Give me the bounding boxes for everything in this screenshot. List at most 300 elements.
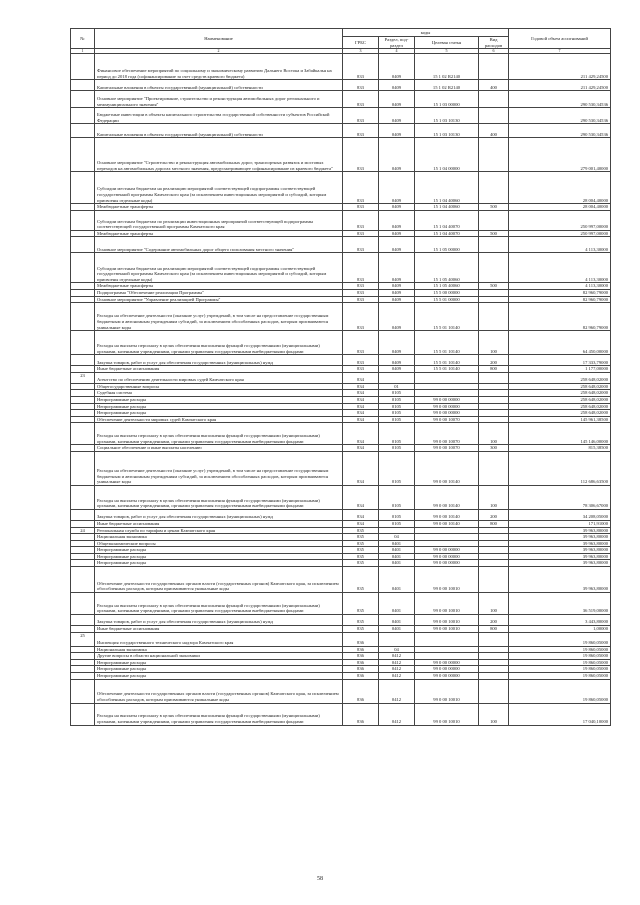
row-name: Непрограммные расходы [95,547,343,554]
row-total: 258 648,02000 [509,383,611,390]
row-total: 28 004,40000 [509,204,611,211]
row-number: 25 [71,632,95,646]
row-number [71,679,95,703]
row-section: 0401 [379,547,415,554]
row-total: 258 648,02000 [509,396,611,403]
row-grbs: 833 [343,80,379,91]
row-total: 39 963,80000 [509,553,611,560]
row-grbs: 836 [343,659,379,666]
row-name: Основное мероприятие "Проектирование, строительство и реконструкция автомобильных дорог регионального и межмуниципального значения" [95,91,343,108]
row-section: 0409 [379,296,415,303]
row-grbs: 833 [343,289,379,296]
row-exptype [479,666,509,673]
row-name: Расходы на обеспечение деятельности (оказание услуг) учреждений, в том числе на предоставление государственным бюджетным и автономным учреждениям субсидий, за исключением обособленных расходов, которым присваиваются уникальные коды [95,451,343,485]
row-number [71,91,95,108]
row-exptype [479,91,509,108]
row-target [415,632,479,646]
row-total: 290 530,34536 [509,91,611,108]
row-exptype [479,210,509,230]
row-name: Расходы на выплаты персоналу в целях обеспечения выполнения функций государственными (муниципальными) органами, казенными учреждениями, органами управления государственными внебюджетными фондами [95,703,343,725]
row-grbs: 834 [343,451,379,485]
row-total: 258 648,02000 [509,372,611,383]
row-exptype [479,296,509,303]
row-exptype: 200 [479,615,509,626]
row-exptype: 400 [479,80,509,91]
row-number [71,451,95,485]
row-section: 0412 [379,659,415,666]
row-target: 15 1 04 00000 [415,138,479,172]
row-total: 19 860,05000 [509,632,611,646]
row-total: 19 860,05000 [509,673,611,680]
row-number [71,289,95,296]
row-grbs: 833 [343,355,379,366]
row-number [71,540,95,547]
row-name: Расходы на обеспечение деятельности (оказание услуг) учреждений, в том числе на предоставление государственным бюджетным и автономным учреждениям субсидий, за исключением обособленных расходов, которым присваиваются уникальные коды [95,303,343,331]
row-target: 99 0 00 10140 [415,485,479,509]
row-exptype [479,303,509,331]
row-total: 36 519,00000 [509,593,611,615]
row-grbs: 833 [343,210,379,230]
row-target [415,540,479,547]
row-section: 0409 [379,172,415,204]
colnum: 5 [415,49,479,54]
row-exptype [479,673,509,680]
row-number [71,204,95,211]
row-target: 15 1 05 40060 [415,253,479,283]
colnum: 6 [479,49,509,54]
row-total: 17 333,79000 [509,355,611,366]
table-row [71,534,611,541]
row-section: 0409 [379,283,415,290]
table-row [71,204,611,211]
table-row [71,390,611,397]
table-body [71,54,611,725]
row-total: 39 963,80000 [509,547,611,554]
row-total: 279 001,40000 [509,138,611,172]
table-row [71,673,611,680]
row-section: 0409 [379,138,415,172]
row-number: 23 [71,372,95,383]
row-name: Непрограммные расходы [95,673,343,680]
row-name: Иные бюджетные ассигнования [95,366,343,373]
row-name: Агентство по обеспечению деятельности мировых судей Камчатского края [95,372,343,383]
row-section: 0412 [379,653,415,660]
row-exptype [479,372,509,383]
row-name: Непрограммные расходы [95,410,343,417]
header-name: Наименование [95,29,343,49]
row-grbs: 835 [343,547,379,554]
row-number [71,626,95,633]
row-total: 82 960,79000 [509,289,611,296]
row-name: Основное мероприятие "Строительство и реконструкция автомобильных дорог, транспортных развязок и мостовых переходов на автомобильных дорогах местного значения, предусматривающее софинансирование из краевого бюджета" [95,138,343,172]
row-grbs: 836 [343,646,379,653]
row-exptype [479,659,509,666]
row-name: Бюджетные инвестиции в объекты капитального строительства государственной собственности субъектов Российской Федерации [95,108,343,124]
table-row [71,331,611,355]
row-name: Иные бюджетные ассигнования [95,626,343,633]
row-number [71,403,95,410]
row-name: Обеспечение деятельности мировых судей Камчатского края [95,416,343,423]
row-name: Межбюджетные трансферты [95,230,343,237]
row-target: 99 0 00 10070 [415,445,479,452]
row-total: 250 997,00000 [509,210,611,230]
table-row [71,553,611,560]
row-section: 0409 [379,91,415,108]
table-row [71,485,611,509]
row-section: 0409 [379,289,415,296]
row-number [71,553,95,560]
row-target: 15 5 01 00000 [415,296,479,303]
header-total: Годовой объем ассигнований [509,29,611,49]
row-total: 3 443,80000 [509,615,611,626]
table-row [71,403,611,410]
row-target [415,653,479,660]
row-number [71,703,95,725]
row-exptype [479,289,509,296]
row-number [71,666,95,673]
row-name: Непрограммные расходы [95,659,343,666]
row-exptype: 800 [479,626,509,633]
row-number [71,520,95,527]
row-number [71,383,95,390]
row-section: 0409 [379,80,415,91]
table-row [71,520,611,527]
row-exptype [479,679,509,703]
row-exptype: 100 [479,331,509,355]
row-exptype [479,403,509,410]
row-number [71,485,95,509]
header-grbs: ГРБС [343,37,379,49]
row-name: Капитальные вложения в объекты государственной (муниципальной) собственности [95,124,343,138]
row-total: 145 961,38500 [509,416,611,423]
row-section: 0105 [379,485,415,509]
row-section [379,527,415,534]
row-target: 15 1 05 00000 [415,237,479,253]
row-section [379,632,415,646]
row-total: 171,91000 [509,520,611,527]
row-section: 0409 [379,230,415,237]
table-row [71,172,611,204]
row-name: Непрограммные расходы [95,396,343,403]
row-name: Финансовое обеспечение мероприятий по социальному и экономическому развитию Дальнего Востока и Забайкалья на период до 2018 года (софинансирование за счет средств краевого бюджета) [95,54,343,80]
row-section: 0401 [379,553,415,560]
table-row [71,383,611,390]
row-number [71,230,95,237]
row-target: 99 0 00 10010 [415,679,479,703]
row-grbs: 834 [343,396,379,403]
row-number [71,560,95,567]
row-number [71,547,95,554]
table-row [71,560,611,567]
colnum: 1 [71,49,95,54]
row-exptype [479,108,509,124]
row-grbs: 833 [343,366,379,373]
row-number [71,423,95,445]
table-row [71,653,611,660]
row-section: 0105 [379,445,415,452]
row-target: 15 1 03 10130 [415,124,479,138]
row-grbs: 834 [343,485,379,509]
row-target: 99 0 00 10140 [415,509,479,520]
row-name: Закупка товаров, работ и услуг для обеспечения государственных (муниципальных) нужд [95,355,343,366]
header-num: № [71,29,95,49]
row-name: Национальная экономика [95,534,343,541]
row-section: 0409 [379,210,415,230]
row-exptype: 500 [479,204,509,211]
table-row [71,355,611,366]
row-exptype: 200 [479,509,509,520]
row-name: Другие вопросы в области национальной экономики [95,653,343,660]
row-exptype: 200 [479,355,509,366]
row-number [71,396,95,403]
table-row [71,593,611,615]
table-row [71,666,611,673]
row-number [71,283,95,290]
table-row [71,366,611,373]
table-row [71,108,611,124]
table-row [71,509,611,520]
row-grbs: 833 [343,253,379,283]
row-total: 4 113,30000 [509,253,611,283]
row-target: 15 5 00 00000 [415,289,479,296]
row-grbs: 833 [343,91,379,108]
table-row [71,80,611,91]
row-total: 258 648,02000 [509,410,611,417]
row-name: Закупка товаров, работ и услуг для обеспечения государственных (муниципальных) нужд [95,615,343,626]
row-total: 290 530,34536 [509,108,611,124]
table-row [71,679,611,703]
row-section [379,372,415,383]
row-section: 01 [379,383,415,390]
row-grbs: 833 [343,296,379,303]
row-exptype: 800 [479,520,509,527]
row-target: 99 0 00 00000 [415,396,479,403]
row-section: 0401 [379,560,415,567]
row-target: 99 0 00 10010 [415,615,479,626]
row-name: Субсидии местным бюджетам на реализацию мероприятий соответствующей подпрограммы соответствующей государственной программы Камчатского края (за исключением инвестиционных мероприятий и субсидий, которым присвоены отдельные коды) [95,253,343,283]
row-section: 0409 [379,237,415,253]
row-target: 99 0 00 10010 [415,626,479,633]
row-grbs: 834 [343,423,379,445]
row-grbs: 835 [343,567,379,593]
row-total: 250 997,00000 [509,230,611,237]
row-grbs: 834 [343,372,379,383]
row-target: 99 0 00 00000 [415,673,479,680]
colnum: 4 [379,49,415,54]
row-target: 99 0 00 10070 [415,423,479,445]
row-target [415,646,479,653]
table-row [71,547,611,554]
row-name: Непрограммные расходы [95,666,343,673]
budget-table [70,28,611,726]
row-exptype [479,534,509,541]
row-exptype [479,540,509,547]
row-target: 99 0 00 10010 [415,567,479,593]
row-exptype: 500 [479,283,509,290]
row-name: Обеспечение деятельности государственных органов власти (государственных органов) Камчатского края, за исключением обособленных расходов, которым присваиваются уникальные коды [95,567,343,593]
row-name: Региональная служба по тарифам и ценам Камчатского края [95,527,343,534]
header-exptype: Вид расходов [479,37,509,49]
row-grbs: 835 [343,540,379,547]
row-target: 99 0 00 10140 [415,451,479,485]
row-target: 99 0 00 00000 [415,553,479,560]
row-number [71,355,95,366]
row-number [71,296,95,303]
row-number [71,124,95,138]
row-total: 19 860,05000 [509,646,611,653]
row-grbs: 836 [343,666,379,673]
header-section: Раздел, под-раздел [379,37,415,49]
row-exptype [479,553,509,560]
row-number [71,138,95,172]
row-target [415,390,479,397]
row-name: Расходы на выплаты персоналу в целях обеспечения выполнения функций государственными (муниципальными) органами, казенными учреждениями, органами управления государственными внебюджетными фондами [95,593,343,615]
row-section: 0412 [379,703,415,725]
table-row [71,230,611,237]
row-exptype: 100 [479,593,509,615]
row-name: Судебная система [95,390,343,397]
row-section: 0105 [379,416,415,423]
table-row [71,283,611,290]
row-section: 0105 [379,451,415,485]
row-number [71,509,95,520]
row-target [415,372,479,383]
row-total: 82 960,79000 [509,303,611,331]
row-number [71,659,95,666]
row-total: 4 113,30000 [509,237,611,253]
row-total: 28 004,40000 [509,172,611,204]
row-target: 99 0 00 10070 [415,416,479,423]
row-exptype [479,567,509,593]
row-target: 99 0 00 00000 [415,666,479,673]
row-total: 19 860,05000 [509,666,611,673]
table-row [71,296,611,303]
row-grbs: 833 [343,138,379,172]
colnum: 2 [95,49,343,54]
row-target: 99 0 00 00000 [415,547,479,554]
row-name: Расходы на выплаты персоналу в целях обеспечения выполнения функций государственными (муниципальными) органами, казенными учреждениями, органами управления государственными внебюджетными фондами [95,331,343,355]
row-total: 39 963,80000 [509,567,611,593]
row-section: 0409 [379,253,415,283]
row-total: 78 306,67000 [509,485,611,509]
row-total: 290 530,34536 [509,124,611,138]
row-exptype [479,560,509,567]
table-row [71,210,611,230]
table-row [71,253,611,283]
row-section: 0409 [379,204,415,211]
row-grbs: 835 [343,534,379,541]
header-target: Целевая статья [415,37,479,49]
table-row [71,303,611,331]
table-row [71,659,611,666]
row-exptype [479,172,509,204]
row-section: 0105 [379,396,415,403]
row-total: 82 960,79000 [509,296,611,303]
row-name: Закупка товаров, работ и услуг для обеспечения государственных (муниципальных) нужд [95,509,343,520]
row-total: 258 648,02000 [509,403,611,410]
row-target: 99 0 00 00000 [415,560,479,567]
row-grbs: 834 [343,390,379,397]
row-exptype [479,646,509,653]
row-target: 99 0 00 10140 [415,520,479,527]
table-row [71,451,611,485]
row-name: Иные бюджетные ассигнования [95,520,343,527]
row-grbs: 833 [343,172,379,204]
row-target: 99 0 00 00000 [415,403,479,410]
table-row [71,423,611,445]
row-exptype [479,410,509,417]
row-total: 1,00000 [509,626,611,633]
row-number [71,172,95,204]
row-number [71,237,95,253]
row-exptype [479,390,509,397]
row-grbs: 833 [343,237,379,253]
budget-table-page [70,28,610,726]
row-number [71,366,95,373]
row-name: Общегосударственные вопросы [95,383,343,390]
table-row [71,416,611,423]
row-target: 99 0 00 00000 [415,410,479,417]
row-number [71,673,95,680]
row-grbs: 836 [343,679,379,703]
table-row [71,138,611,172]
row-exptype [479,527,509,534]
colnum: 3 [343,49,379,54]
row-name: Основное мероприятие "Управление реализацией Программы" [95,296,343,303]
row-exptype [479,396,509,403]
row-section: 0412 [379,679,415,703]
row-section: 0409 [379,366,415,373]
row-total: 211 429,24500 [509,54,611,80]
row-exptype [479,253,509,283]
row-target: 99 0 00 10010 [415,593,479,615]
row-exptype [479,632,509,646]
row-target [415,534,479,541]
row-section: 0105 [379,423,415,445]
colnum: 7 [509,49,611,54]
row-total: 39 963,80000 [509,527,611,534]
row-section: 0105 [379,403,415,410]
row-section: 0412 [379,673,415,680]
row-section: 0401 [379,615,415,626]
row-grbs: 835 [343,527,379,534]
row-target: 15 1 02 R2140 [415,80,479,91]
row-grbs: 833 [343,303,379,331]
row-total: 19 860,05000 [509,653,611,660]
row-total: 19 860,05000 [509,679,611,703]
row-name: Инспекция государственного технического надзора Камчатского края [95,632,343,646]
table-row [71,396,611,403]
row-name: Субсидии местным бюджетам по реализации инвестиционных мероприятий соответствующей подпрограммы соответствующей государственной программы Камчатского края [95,210,343,230]
row-grbs: 834 [343,509,379,520]
row-exptype [479,547,509,554]
row-exptype [479,653,509,660]
row-section: 0409 [379,54,415,80]
row-grbs: 833 [343,108,379,124]
table-row [71,615,611,626]
row-number [71,615,95,626]
row-total: 211 429,24500 [509,80,611,91]
row-target: 15 1 04 40070 [415,210,479,230]
row-section: 0105 [379,520,415,527]
row-grbs: 833 [343,124,379,138]
row-number [71,253,95,283]
row-exptype [479,237,509,253]
row-section: 0401 [379,593,415,615]
table-row [71,632,611,646]
row-grbs: 836 [343,673,379,680]
row-exptype: 100 [479,485,509,509]
